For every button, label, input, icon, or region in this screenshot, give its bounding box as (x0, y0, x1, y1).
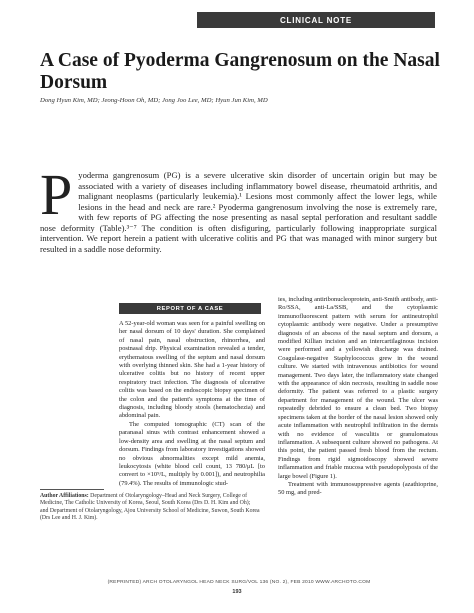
case-paragraph: ies, including antiribonucleoprotein, anti-Smith antibody, anti-Ro/SSA, anti-La/SSB, and the cytoplasmic immunofluorescent pattern with serum for antineutrophil cytoplasmic antibody were negative. Under a presumptive diagnosis of an abscess of the nasal septum and dorsum, a modified Killian incision and an intercartilaginous incision were performed and a yellowish discharge was drained. Coagulase-negative Staphylococcus grew in the wound culture. We started with intravenous antibiotics for wound management. Two days later, the inflammatory state changed with the appearance of skin necrosis, resulting in saddle nose deformity. The patient was referred to a plastic surgery department for management of the wound. The ulcer was repeatedly debrided to ensure a clean bed. Two biopsy specimens taken at the border of the nasal lesion showed only acute inflammation with neutrophil infiltration in the dermis with no evidence of vasculitis or granulomatous inflammation. A subsequent culture showed no pathogens. At this point, the patient passed fresh blood from the rectum. Findings from rigid sigmoidoscopy showed severe inflammation and friable mucosa with pseudopolyposis of the large bowel (Figure 1). (278, 296, 438, 480)
case-paragraph: Treatment with immunosuppressive agents (azathioprine, 50 mg, and pred- (278, 480, 438, 497)
report-heading-bar (119, 303, 261, 314)
author-affiliations (40, 493, 260, 522)
left-column (119, 303, 265, 488)
section-label: CLINICAL NOTE (279, 15, 353, 25)
abstract-text: yoderma gangrenosum (PG) is a severe ulcerative skin disorder of uncertain origin but may be associated with a variety of diseases including inflammatory bowel disease, rheumatoid arthritis, and malignant neoplasms (particularly leukemia).¹ Lesions most commonly affect the lower legs, while lesions in the head and neck are rare.² Pyoderma gangrenosum involving the nose is extremely rare, with few reports of PG affecting the nose presenting as nasal septal perforation and resultant saddle nose deformity (Table).³⁻⁷ The condition is often disfiguring, particularly following inappropriate surgical intervention. We report herein a patient with ulcerative colitis and PG that was managed with minor surgery but resulted in a saddle nose deformity. (40, 170, 437, 254)
case-paragraph: A 52-year-old woman was seen for a painful swelling on her nasal dorsum of 10 days' duration. She complained of nasal pain, nasal obstruction, rhinorrhea, and postnasal drip. Physical examination revealed a tender, erythematous swelling of the septum and nasal dorsum with overlying thinned skin. She had a 1-year history of ulcerative colitis but no history of recent upper respiratory tract infection. The diagnosis of ulcerative colitis was based on the endoscopic biopsy specimen of the colon and the patient's symptoms at the time of diagnosis, including bloody stools (hematochezia) and abdominal pain. (119, 320, 265, 420)
page-number: 193 (232, 589, 242, 595)
journal-citation: (REPRINTED) ARCH OTOLARYNGOL HEAD NECK SURG/VOL 136 (NO. 2), FEB 2010 WWW.ARCHOTO.COM (107, 580, 371, 585)
abstract (40, 162, 437, 254)
case-paragraph: The computed tomographic (CT) scan of the paranasal sinus with contrast enhancement showed a low-density area and swelling at the nasal septum and dorsum. Findings from laboratory investigations showed no obvious abnormalities except mild anemia, leukocytosis (white blood cell count, 13 780/μL [to convert to ×10⁹/L, multiply by 0.001]), and neutrophilia (79.4%). The results of immunologic stud- (119, 420, 265, 487)
affiliation-text: Department of Otolaryngology–Head and Neck Surgery, College of Medicine, The Catholic University of Korea, Seoul, South Korea (Drs D. H. Kim and Oh); and Department of Otolaryngology, Ajou University School of Medicine, Suwon, South Korea (Drs Lee and H. J. Kim). (40, 493, 260, 521)
author-list: Dong Hyun Kim, MD; Jeong-Hoon Oh, MD; Jong Joo Lee, MD; Hyun Jun Kim, MD (40, 97, 268, 104)
report-heading: REPORT OF A CASE (156, 305, 224, 312)
section-label-bar (197, 12, 435, 28)
affiliation-divider (40, 489, 104, 490)
article-title: A Case of Pyoderma Gangrenosum on the Nasal Dorsum (40, 50, 440, 93)
drop-cap: P (40, 162, 73, 227)
affiliation-label: Author Affiliations: (40, 493, 89, 499)
right-column (278, 296, 438, 498)
